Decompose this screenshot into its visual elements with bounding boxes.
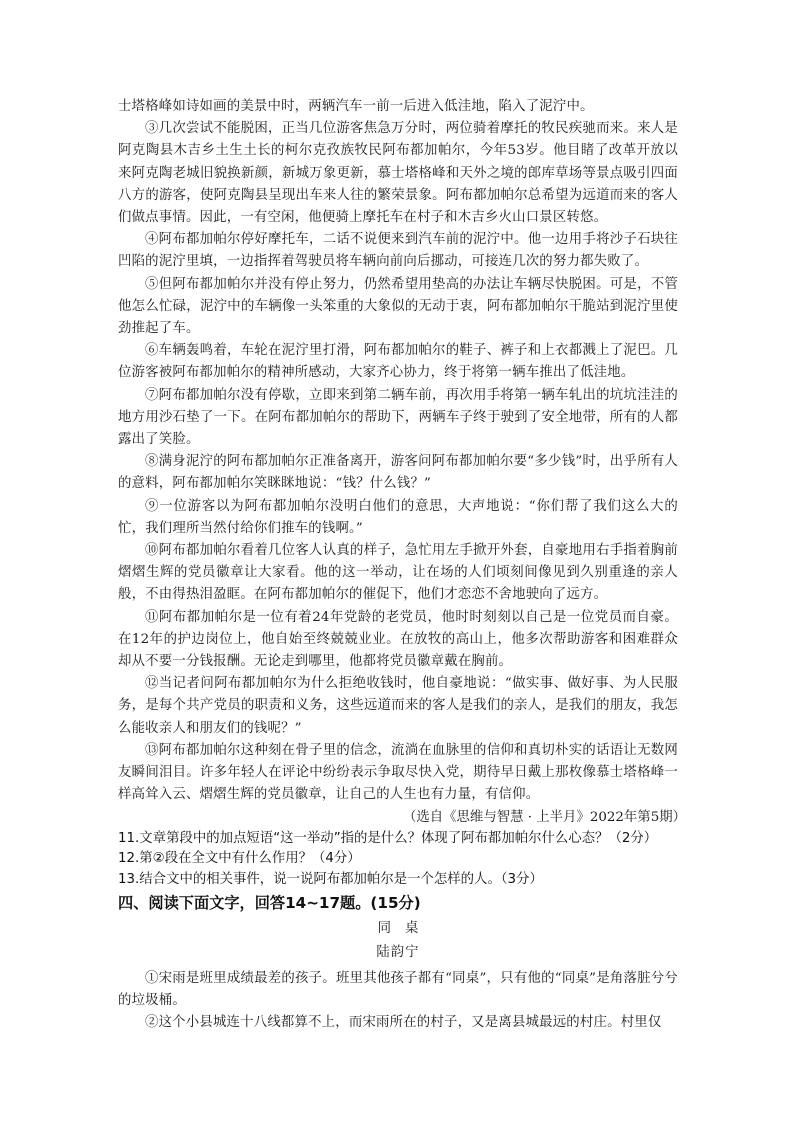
story-author: 陆韵宁 <box>376 945 420 960</box>
paragraph-8: ⑧满身泥泞的阿布都加帕尔正准备离开，游客问阿布都加帕尔要“多少钱”时，出乎所有人的意料，阿布都加帕尔笑眯眯地说：“钱？什么钱？” <box>118 454 678 492</box>
paragraph-3: ③几次尝试不能脱困，正当几位游客焦急万分时，两位骑着摩托的牧民疾驰而来。来人是阿克陶县木吉乡土生土长的柯尔克孜族牧民阿布都加帕尔，今年53岁。他目睹了改革开放以来阿克陶老城旧貌换新颜，新城万象更新，慕士塔格峰和天外之境的郎库草场等景点吸引四面八方的游客，使阿克陶县呈现出车来人往的繁荣景象。阿布都加帕尔总希望为远道而来的客人们做点事情。因此，一有空闲，他便骑上摩托车在村子和木吉乡火山口景区转悠。 <box>118 121 678 226</box>
paragraph-13: ⑬阿布都加帕尔这种刻在骨子里的信念，流淌在血脉里的信仰和真切朴实的话语让无数网友瞬间泪目。许多年轻人在评论中纷纷表示争取尽快入党，期待早日戴上那枚像慕士塔格峰一样高耸入云、熠熠生辉的党员徽章，让自己的人生也有力量，有信仰。 <box>118 742 678 803</box>
paragraph-continuation: 士塔格峰如诗如画的美景中时，两辆汽车一前一后进入低洼地，陷入了泥泞中。 <box>118 99 594 114</box>
question-11: 11.文章第段中的加点短语“这一举动”指的是什么？体现了阿布都加帕尔什么心态？（2分） <box>118 830 658 846</box>
paragraph-11: ⑪阿布都加帕尔是一位有着24年党龄的老党员，他时时刻刻以自己是一位党员而自豪。在12年的护边岗位上，他自始至终兢兢业业。在放牧的高山上，他多次帮助游客和困难群众却从不要一分钱报酬。无论走到哪里，他都将党员徽章戴在胸前。 <box>118 609 678 670</box>
paragraph-5: ⑤但阿布都加帕尔并没有停止努力，仍然希望用垫高的办法让车辆尽快脱困。可是，不管他怎么忙碌，泥泞中的车辆像一头笨重的大象似的无动于衷，阿布都加帕尔干脆站到泥泞里使劲推起了车。 <box>118 276 678 337</box>
article-source: （选自《思维与智慧 · 上半月》2022年第5期） <box>402 809 686 825</box>
section-heading: 四、阅读下面文字，回答14~17题。(15分) <box>118 894 421 912</box>
paragraph-12: ⑫当记者问阿布都加帕尔为什么拒绝收钱时，他自豪地说：“做实事、做好事、为人民服务，是每个共产党员的职责和义务，这些远道而来的客人是我们的亲人，是我们的朋友，我怎么能收亲人和朋友们的钱呢？” <box>118 676 678 736</box>
story-paragraph-2: ②这个小县城连十八线都算不上，而宋雨所在的村子，又是离县城最远的村庄。村里仅 <box>145 1015 662 1031</box>
paragraph-7: ⑦阿布都加帕尔没有停歇，立即来到第二辆车前，再次用手将第一辆车轧出的坑坑洼洼的地方用沙石垫了一下。在阿布都加帕尔的帮助下，两辆车子终于驶到了安全地带，所有的人都露出了笑脸。 <box>118 387 678 448</box>
paragraph-9: ⑨一位游客以为阿布都加帕尔没明白他们的意思，大声地说：“你们帮了我们这么大的忙，我们理所当然付给你们推车的钱啊。” <box>118 498 678 536</box>
paragraph-6: ⑥车辆轰鸣着，车轮在泥泞里打滑，阿布都加帕尔的鞋子、裤子和上衣都溅上了泥巴。几位游客被阿布都加帕尔的精神所感动，大家齐心协力，终于将第一辆车推出了低洼地。 <box>118 343 678 381</box>
question-12: 12.第②段在全文中有什么作用？（4分） <box>118 851 361 866</box>
story-title: 同桌 <box>377 921 433 936</box>
story-paragraph-1: ①宋雨是班里成绩最差的孩子。班里其他孩子都有“同桌”，只有他的“同桌”是角落脏兮兮的垃圾桶。 <box>118 971 678 1009</box>
question-13: 13.结合文中的相关事件，说一说阿布都加帕尔是一个怎样的人。（3分） <box>118 871 543 887</box>
paragraph-10: ⑩阿布都加帕尔看着几位客人认真的样子，急忙用左手掀开外套，自豪地用右手指着胸前熠熠生辉的党员徽章让大家看。他的这一举动，让在场的人们顷刻间像见到久别重逢的亲人般，不由得热泪盈眶。在阿布都加帕尔的催促下，他们才恋恋不舍地驶向了远方。 <box>118 543 678 603</box>
paragraph-4: ④阿布都加帕尔停好摩托车，二话不说便来到汽车前的泥泞中。他一边用手将沙子石块往凹陷的泥泞里填，一边指挥着驾驶员将车辆向前向后挪动，可接连几次的努力都失败了。 <box>118 232 678 270</box>
page-content <box>118 96 686 1035</box>
